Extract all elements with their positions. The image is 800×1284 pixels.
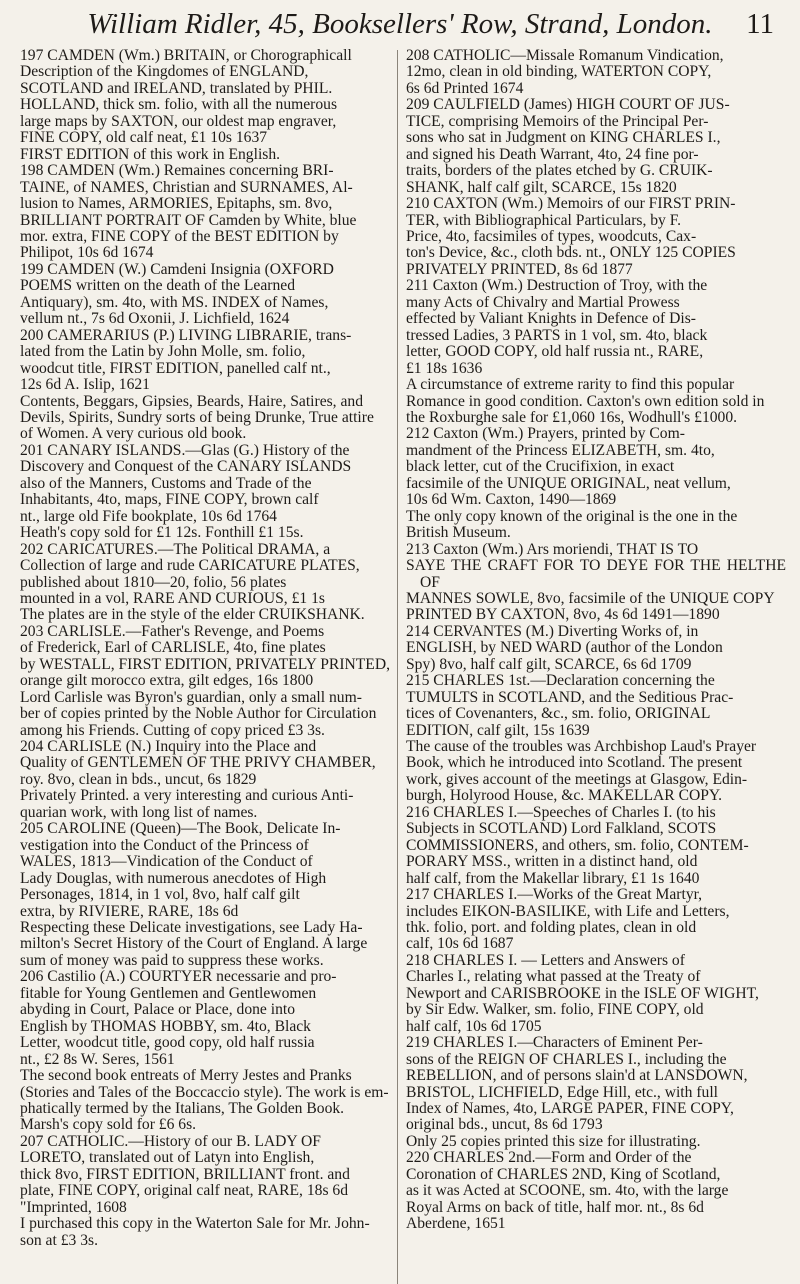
- entry-line: sons who sat in Judgment on KING CHARLES I.,: [406, 129, 721, 147]
- entry-line: effected by Valiant Knights in Defence of Dis-: [406, 310, 696, 328]
- entry-line: 216 CHARLES I.—Speeches of Charles I. (to his: [406, 803, 716, 821]
- entry-line: half calf, from the Makellar library, £1 1s 1640: [406, 869, 700, 887]
- entry-line: (Stories and Tales of the Boccaccio style). The work is em-: [20, 1083, 389, 1101]
- entry-line: extra, by RIVIERE, RARE, 18s 6d: [20, 902, 239, 920]
- entry-line: quarian work, with long list of names.: [20, 803, 258, 821]
- entry-line: by Sir Edw. Walker, sm. folio, FINE COPY, old: [406, 1001, 704, 1019]
- catalogue-entry-203: [20, 624, 398, 739]
- catalogue-entry-211: [406, 278, 786, 426]
- entry-line: REBELLION, and of persons slain'd at LANSDOWN,: [406, 1067, 748, 1085]
- entry-line: Inhabitants, 4to, maps, FINE COPY, brown calf: [20, 491, 319, 509]
- entry-line: facsimile of the UNIQUE ORIGINAL, neat vellum,: [406, 474, 731, 492]
- entry-line: includes EIKON-BASILIKE, with Life and Letters,: [406, 902, 730, 920]
- entry-line: 205 CAROLINE (Queen)—The Book, Delicate In-: [20, 820, 341, 838]
- entry-line: Subjects in SCOTLAND) Lord Falkland, SCOTS: [406, 820, 717, 838]
- entry-line: thick 8vo, FIRST EDITION, BRILLIANT front. and: [20, 1165, 350, 1183]
- entry-line: TUMULTS in SCOTLAND, and the Seditious Prac-: [406, 688, 734, 706]
- catalogue-entry-205: [20, 821, 398, 969]
- catalogue-entry-201: [20, 443, 398, 542]
- entry-line: A circumstance of extreme rarity to find this popular: [406, 376, 735, 394]
- entry-line: 217 CHARLES I.—Works of the Great Martyr,: [406, 886, 703, 904]
- entry-line: work, gives account of the meetings at Glasgow, Edin-: [406, 770, 748, 788]
- entry-line: Antiquary), sm. 4to, with MS. INDEX of Names,: [20, 293, 329, 311]
- entry-line: 210 CAXTON (Wm.) Memoirs of our FIRST PRIN-: [406, 195, 736, 213]
- left-column: [20, 48, 398, 1249]
- entry-line: TICE, comprising Memoirs of the Principal Per-: [406, 112, 709, 130]
- entry-line: tices of Covenanters, &c., sm. folio, ORIGINAL: [406, 705, 711, 723]
- entry-line: Personages, 1814, in 1 vol, 8vo, half calf gilt: [20, 886, 300, 904]
- entry-line: 12mo, clean in old binding, WATERTON COPY,: [406, 63, 712, 81]
- entry-line: 12s 6d A. Islip, 1621: [20, 376, 150, 394]
- entry-line: abyding in Court, Palace or Place, done into: [20, 1001, 295, 1019]
- entry-line: FIRST EDITION of this work in English.: [20, 145, 281, 163]
- catalogue-entry-208: [406, 48, 786, 97]
- entry-line: 10s 6d Wm. Caxton, 1490—1869: [406, 491, 617, 509]
- entry-line: letter, GOOD COPY, old half russia nt., RARE,: [406, 343, 704, 361]
- entry-line: original bds., uncut, 8s 6d 1793: [406, 1116, 603, 1134]
- entry-line: 218 CHARLES I. — Letters and Answers of: [406, 951, 685, 969]
- entry-line: burgh, Holyrood House, &c. MAKELLAR COPY.: [406, 787, 723, 805]
- entry-line: Price, 4to, facsimiles of types, woodcuts, Cax-: [406, 227, 697, 245]
- entry-line: tressed Ladies, 3 PARTS in 1 vol, sm. 4to, black: [406, 326, 708, 344]
- entry-line: and signed his Death Warrant, 4to, 24 fine por-: [406, 145, 699, 163]
- entry-line: orange gilt morocco extra, gilt edges, 16s 1800: [20, 672, 314, 690]
- entry-line: SHANK, half calf gilt, SCARCE, 15s 1820: [406, 178, 677, 196]
- entry-line: half calf, 10s 6d 1705: [406, 1017, 542, 1035]
- entry-line: Philipot, 10s 6d 1674: [20, 244, 154, 262]
- entry-line: PRINTED BY CAXTON, 8vo, 4s 6d 1491—1890: [406, 606, 720, 624]
- entry-line: 197 CAMDEN (Wm.) BRITAIN, or Chorographicall: [20, 47, 352, 64]
- entry-line: vestigation into the Conduct of the Princess of: [20, 836, 309, 854]
- catalogue-entry-199: [20, 262, 398, 328]
- catalogue-entry-209: [406, 97, 786, 196]
- entry-line: Discovery and Conquest of the CANARY ISLANDS: [20, 458, 352, 476]
- entry-line: nt., £2 8s W. Seres, 1561: [20, 1050, 175, 1068]
- entry-line: Lady Douglas, with numerous anecdotes of High: [20, 869, 327, 887]
- entry-line: by WESTALL, FIRST EDITION, PRIVATELY PRINTED,: [20, 655, 390, 673]
- entry-line: many Acts of Chivalry and Martial Prowess: [406, 293, 680, 311]
- entry-line: Privately Printed. a very interesting and curious Anti-: [20, 787, 354, 805]
- entry-line: woodcut title, FIRST EDITION, panelled calf nt.,: [20, 359, 331, 377]
- entry-line: Respecting these Delicate investigations, see Lady Ha-: [20, 919, 363, 937]
- entry-line: POEMS written on the death of the Learned: [20, 277, 295, 295]
- catalogue-entry-217: [406, 887, 786, 953]
- entry-line: LORETO, translated out of Latyn into English,: [20, 1149, 315, 1167]
- entry-line: MANNES SOWLE, 8vo, facsimile of the UNIQUE COPY: [406, 589, 775, 607]
- running-header: [20, 4, 780, 44]
- entry-line: Royal Arms on back of title, half mor. nt., 8s 6d: [406, 1198, 704, 1216]
- entry-line: 201 CANARY ISLANDS.—Glas (G.) History of the: [20, 441, 350, 459]
- catalogue-entry-198: [20, 163, 398, 262]
- entry-line: Description of the Kingdomes of ENGLAND,: [20, 63, 309, 81]
- entry-line: "Imprinted, 1608: [20, 1198, 127, 1216]
- entry-line: 198 CAMDEN (Wm.) Remaines concerning BRI-: [20, 162, 334, 180]
- entry-line: 212 Caxton (Wm.) Prayers, printed by Com-: [406, 425, 685, 443]
- entry-line: roy. 8vo, clean in bds., uncut, 6s 1829: [20, 770, 257, 788]
- entry-line: plate, FINE COPY, original calf neat, RARE, 18s 6d: [20, 1182, 349, 1200]
- entry-line: Quality of GENTLEMEN OF THE PRIVY CHAMBER,: [20, 754, 376, 772]
- entry-line: SCOTLAND and IRELAND, translated by PHIL.: [20, 79, 333, 97]
- catalogue-entry-214: [406, 624, 786, 673]
- catalogue-entry-200: [20, 328, 398, 443]
- entry-line: PRIVATELY PRINTED, 8s 6d 1877: [406, 260, 633, 278]
- entry-line: Aberdene, 1651: [406, 1215, 506, 1233]
- entry-line: traits, borders of the plates etched by G. CRUIK-: [406, 162, 713, 180]
- entry-line: 206 Castilio (A.) COURTYER necessarie and pro-: [20, 968, 337, 986]
- entry-line: 200 CAMERARIUS (P.) LIVING LIBRARIE, trans-: [20, 326, 352, 344]
- entry-line: 202 CARICATURES.—The Political DRAMA, a: [20, 540, 331, 558]
- entry-line: 220 CHARLES 2nd.—Form and Order of the: [406, 1149, 692, 1167]
- entry-line: BRISTOL, LICHFIELD, Edge Hill, etc., with full: [406, 1083, 718, 1101]
- entry-line: British Museum.: [406, 524, 511, 542]
- entry-line: COMMISSIONERS, and others, sm. folio, CONTEM-: [406, 836, 749, 854]
- entry-line: 215 CHARLES 1st.—Declaration concerning the: [406, 672, 715, 690]
- right-column: [406, 48, 786, 1233]
- entry-line: Letter, woodcut title, good copy, old half russia: [20, 1034, 315, 1052]
- entry-line: BRILLIANT PORTRAIT OF Camden by White, blue: [20, 211, 357, 229]
- entry-line: Romance in good condition. Caxton's own edition sold in: [406, 392, 765, 410]
- entry-line: £1 18s 1636: [406, 359, 483, 377]
- entry-line: also of the Manners, Customs and Trade of the: [20, 474, 312, 492]
- entry-line: ENGLISH, by NED WARD (author of the London: [406, 639, 723, 657]
- catalogue-entry-197: [20, 48, 398, 163]
- catalogue-entry-216: [406, 805, 786, 887]
- entry-line: mandment of the Princess ELIZABETH, sm. 4to,: [406, 441, 715, 459]
- entry-line: Index of Names, 4to, LARGE PAPER, FINE COPY,: [406, 1100, 734, 1117]
- catalogue-entry-207: [20, 1134, 398, 1249]
- catalogue-entry-220: [406, 1150, 786, 1232]
- entry-line: among his Friends. Cutting of copy priced £3 3s.: [20, 721, 325, 739]
- entry-line: I purchased this copy in the Waterton Sale for Mr. John-: [20, 1215, 370, 1233]
- entry-line: TER, with Bibliographical Particulars, by F.: [406, 211, 682, 229]
- entry-line: son at £3 3s.: [20, 1231, 98, 1249]
- entry-line: 214 CERVANTES (M.) Diverting Works of, in: [406, 622, 699, 640]
- entry-line: TAINE, of NAMES, Christian and SURNAMES, Al-: [20, 178, 353, 196]
- entry-line: lusion to Names, ARMORIES, Epitaphs, sm. 8vo,: [20, 195, 333, 213]
- entry-line: phatically termed by the Italians, The Golden Book.: [20, 1100, 345, 1117]
- entry-line: mor. extra, FINE COPY of the BEST EDITION by: [20, 227, 339, 245]
- entry-line: Lord Carlisle was Byron's guardian, only a small num-: [20, 688, 362, 706]
- entry-line: Charles I., relating what passed at the Treaty of: [406, 968, 701, 986]
- entry-line: English by THOMAS HOBBY, sm. 4to, Black: [20, 1017, 311, 1035]
- catalogue-entry-213: [406, 542, 786, 624]
- entry-line: vellum nt., 7s 6d Oxonii, J. Lichfield, 1624: [20, 310, 290, 328]
- entry-line: FINE COPY, old calf neat, £1 10s 1637: [20, 129, 268, 147]
- entry-line: 219 CHARLES I.—Characters of Eminent Per-: [406, 1034, 703, 1052]
- entry-line: EDITION, calf gilt, 15s 1639: [406, 721, 590, 739]
- entry-line: WALES, 1813—Vindication of the Conduct of: [20, 853, 313, 871]
- entry-line: of Women. A very curious old book.: [20, 425, 247, 443]
- entry-line: The second book entreats of Merry Jestes and Pranks: [20, 1067, 352, 1085]
- entry-line: HOLLAND, thick sm. folio, with all the numerous: [20, 96, 338, 114]
- entry-line: 207 CATHOLIC.—History of our B. LADY OF: [20, 1132, 321, 1150]
- entry-line: milton's Secret History of the Court of England. A large: [20, 935, 368, 953]
- entry-line: 204 CARLISLE (N.) Inquiry into the Place and: [20, 738, 317, 756]
- catalogue-entry-202: [20, 542, 398, 624]
- entry-line: large maps by SAXTON, our oldest map engraver,: [20, 112, 337, 130]
- entry-line: 6s 6d Printed 1674: [406, 79, 524, 97]
- catalogue-entry-219: [406, 1035, 786, 1150]
- entry-line: Only 25 copies printed this size for illustrating.: [406, 1132, 701, 1150]
- entry-line: mounted in a vol, RARE AND CURIOUS, £1 1s: [20, 589, 325, 607]
- entry-line: Marsh's copy sold for £6 6s.: [20, 1116, 197, 1134]
- entry-line: 213 Caxton (Wm.) Ars moriendi, THAT IS TO: [406, 540, 699, 558]
- entry-line: ber of copies printed by the Noble Author for Circulation: [20, 705, 377, 723]
- entry-line: 211 Caxton (Wm.) Destruction of Troy, with the: [406, 277, 708, 295]
- entry-line: lated from the Latin by John Molle, sm. folio,: [20, 343, 306, 361]
- entry-line: The plates are in the style of the elder CRUIKSHANK.: [20, 606, 365, 624]
- page-number: 11: [746, 8, 774, 40]
- catalogue-entry-212: [406, 426, 786, 541]
- entry-line: 203 CARLISLE.—Father's Revenge, and Poems: [20, 622, 325, 640]
- entry-line: SAYE THE CRAFT FOR TO DEYE FOR THE HELTHE OF: [406, 557, 786, 591]
- entry-line: calf, 10s 6d 1687: [406, 935, 514, 953]
- entry-line: The only copy known of the original is the one in the: [406, 507, 738, 525]
- catalogue-entry-215: [406, 673, 786, 805]
- entry-line: as it was Acted at SCOONE, sm. 4to, with the large: [406, 1182, 729, 1200]
- entry-line: the Roxburghe sale for £1,060 16s, Wodhull's £1000.: [406, 408, 738, 426]
- entry-line: Coronation of CHARLES 2ND, King of Scotland,: [406, 1165, 721, 1183]
- entry-line: Newport and CARISBROOKE in the ISLE OF WIGHT,: [406, 984, 759, 1002]
- catalogue-entry-204: [20, 739, 398, 821]
- entry-line: fitable for Young Gentlemen and Gentlewomen: [20, 984, 317, 1002]
- entry-line: nt., large old Fife bookplate, 10s 6d 1764: [20, 507, 277, 525]
- entry-line: Spy) 8vo, half calf gilt, SCARCE, 6s 6d 1709: [406, 655, 692, 673]
- entry-line: 209 CAULFIELD (James) HIGH COURT OF JUS-: [406, 96, 730, 114]
- catalogue-entry-210: [406, 196, 786, 278]
- catalogue-entry-206: [20, 969, 398, 1134]
- entry-line: sons of the REIGN OF CHARLES I., including the: [406, 1050, 727, 1068]
- entry-line: sum of money was paid to suppress these works.: [20, 951, 324, 969]
- entry-line: black letter, cut of the Crucifixion, in exact: [406, 458, 675, 476]
- catalogue-entry-218: [406, 953, 786, 1035]
- header-title: William Ridler, 45, Booksellers' Row, Strand, London.: [87, 8, 713, 40]
- entry-line: The cause of the troubles was Archbishop Laud's Prayer: [406, 738, 757, 756]
- entry-line: PORARY MSS., written in a distinct hand, old: [406, 853, 698, 871]
- entry-line: of Frederick, Earl of CARLISLE, 4to, fine plates: [20, 639, 326, 657]
- entry-line: Collection of large and rude CARICATURE PLATES,: [20, 557, 360, 575]
- entry-line: 208 CATHOLIC—Missale Romanum Vindication,: [406, 47, 724, 64]
- entry-line: ton's Device, &c., cloth bds. nt., ONLY 125 COPIES: [406, 244, 736, 262]
- entry-line: Book, which he introduced into Scotland. The present: [406, 754, 743, 772]
- entry-line: Heath's copy sold for £1 12s. Fonthill £1 15s.: [20, 524, 304, 542]
- entry-line: 199 CAMDEN (W.) Camdeni Insignia (OXFORD: [20, 260, 334, 278]
- entry-line: published about 1810—20, folio, 56 plates: [20, 573, 287, 591]
- entry-line: Devils, Spirits, Sundry sorts of being Drunke, True attire: [20, 408, 374, 426]
- entry-line: Contents, Beggars, Gipsies, Beards, Haire, Satires, and: [20, 392, 363, 410]
- entry-line: thk. folio, port. and folding plates, clean in old: [406, 919, 697, 937]
